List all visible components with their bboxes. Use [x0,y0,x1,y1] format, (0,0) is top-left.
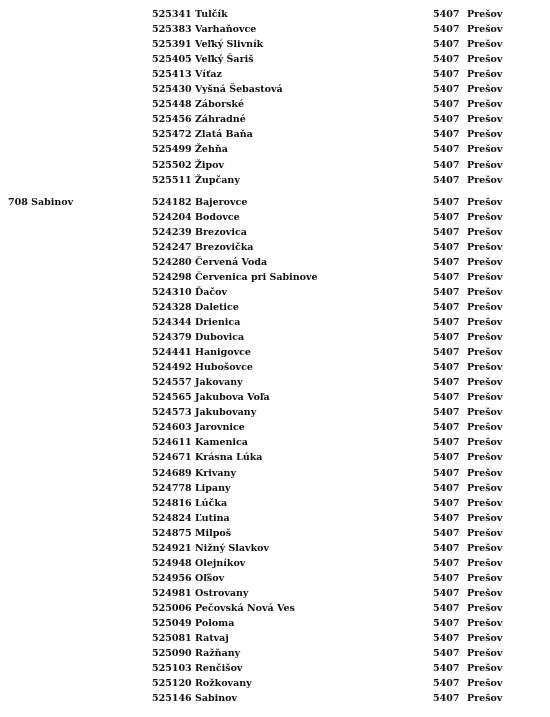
municipality-code: 524565 [152,392,192,404]
region-name: Prešov [467,99,503,111]
region-code: 5407 [433,69,460,81]
table-row [0,285,550,300]
municipality-name: Veľký Slivník [195,39,264,51]
table-row [0,676,550,691]
municipality-code: 524948 [152,557,192,569]
municipality-name: Víťaz [195,69,222,81]
municipality-name: Lúčka [195,497,228,509]
municipality-name: Kamenica [195,437,248,449]
region-code: 5407 [433,422,460,434]
region-name: Prešov [467,527,503,539]
table-row [0,390,550,405]
region-code: 5407 [433,618,460,629]
table-row [0,173,550,188]
region-code: 5407 [433,24,460,36]
municipality-name: Župčany [195,174,240,186]
region-code: 5407 [433,9,460,20]
municipality-code: 524204 [152,211,192,223]
region-name: Prešov [467,452,503,464]
region-code: 5407 [433,467,460,479]
region-name: Prešov [467,362,503,374]
region-code: 5407 [433,362,460,374]
table-row [0,158,550,173]
region-name: Prešov [467,144,503,156]
municipality-code: 525049 [152,618,192,629]
region-name: Prešov [467,114,503,126]
region-code: 5407 [433,633,460,645]
municipality-name: Jakubova Voľa [195,392,270,404]
region-code: 5407 [433,693,460,705]
municipality-code: 525006 [152,602,192,614]
region-code: 5407 [433,663,460,675]
region-code: 5407 [433,437,460,449]
municipality-name: Ostrovany [195,587,249,599]
region-name: Prešov [467,129,503,141]
municipality-code: 525456 [152,114,192,126]
region-code: 5407 [433,114,460,126]
region-name: Prešov [467,377,503,389]
municipality-name: Jakubovany [195,407,257,419]
municipality-code: 525405 [152,54,192,66]
municipality-name: Jarovnice [195,422,245,434]
municipality-name: Záborské [195,99,245,111]
table-row [0,22,550,37]
table-row [0,481,550,496]
region-code: 5407 [433,678,460,690]
municipality-code: 525341 [152,9,192,20]
municipality-code: 524573 [152,407,192,419]
municipality-code: 524921 [152,542,192,554]
region-name: Prešov [467,54,503,66]
municipality-name: Veľký Šariš [195,54,254,66]
municipality-name: Drienica [195,317,241,328]
municipality-name: Milpoš [195,527,232,539]
region-name: Prešov [467,39,503,51]
municipality-code: 525448 [152,99,192,111]
municipality-code: 524875 [152,527,192,539]
region-code: 5407 [433,174,460,186]
region-code: 5407 [433,587,460,599]
table-row [0,195,550,210]
municipality-name: Brezovička [195,241,254,253]
municipality-name: Žehňa [195,144,228,156]
table-row [0,330,550,345]
municipality-code: 525430 [152,84,192,96]
region-code: 5407 [433,226,460,238]
region-name: Prešov [467,422,503,434]
municipality-name: Dubovica [195,332,245,344]
municipality-name: Lipany [195,482,231,494]
region-code: 5407 [433,648,460,660]
region-code: 5407 [433,557,460,569]
region-name: Prešov [467,174,503,186]
municipality-code: 524310 [152,286,192,298]
region-code: 5407 [433,39,460,51]
table-row [0,405,550,420]
municipality-name: Ďačov [195,286,228,298]
municipality-code: 524247 [152,241,192,253]
region-name: Prešov [467,392,503,404]
table-row [0,345,550,360]
table-row [0,526,550,541]
region-code: 5407 [433,317,460,328]
municipality-name: Renčišov [195,663,243,675]
region-code: 5407 [433,572,460,584]
municipality-name: Zlatá Baňa [195,129,253,141]
region-name: Prešov [467,241,503,253]
table-row [0,556,550,571]
region-name: Prešov [467,286,503,298]
table-row [0,631,550,646]
municipality-code: 525146 [152,693,192,705]
municipality-name: Hubošovce [195,362,253,374]
municipality-name: Jakovany [195,377,243,389]
municipality-code: 524239 [152,226,192,238]
table-row [0,646,550,661]
municipality-name: Varhaňovce [195,24,257,36]
region-code: 5407 [433,159,460,171]
region-name: Prešov [467,648,503,660]
region-name: Prešov [467,196,503,208]
region-code: 5407 [433,241,460,253]
municipality-code: 524557 [152,377,192,389]
region-name: Prešov [467,347,503,359]
region-code: 5407 [433,482,460,494]
table-row [0,571,550,586]
region-code: 5407 [433,54,460,66]
municipality-code: 525499 [152,144,192,156]
table-row [0,601,550,616]
region-code: 5407 [433,99,460,111]
region-code: 5407 [433,271,460,283]
region-name: Prešov [467,159,503,171]
municipality-code: 525472 [152,129,192,141]
municipality-code: 525383 [152,24,192,36]
municipality-code: 524441 [152,347,192,359]
table-row [0,82,550,97]
region-name: Prešov [467,572,503,584]
region-name: Prešov [467,24,503,36]
municipality-code: 524492 [152,362,192,374]
region-name: Prešov [467,602,503,614]
region-name: Prešov [467,437,503,449]
municipality-name: Nižný Slavkov [195,542,270,554]
table-row [0,450,550,465]
table-row [0,270,550,285]
municipality-name: Poloma [195,618,235,629]
municipality-name: Žipov [195,159,225,171]
municipality-code: 525120 [152,678,192,690]
municipality-code: 525103 [152,663,192,675]
table-row [0,112,550,127]
table-row [0,7,550,22]
region-code: 5407 [433,211,460,223]
region-name: Prešov [467,211,503,223]
municipality-code: 525502 [152,159,192,171]
region-name: Prešov [467,633,503,645]
municipality-code: 525413 [152,69,192,81]
region-name: Prešov [467,542,503,554]
municipality-name: Ľutina [195,512,230,524]
table-row [0,360,550,375]
municipality-name: Ratvaj [195,633,229,645]
region-name: Prešov [467,271,503,283]
region-name: Prešov [467,256,503,268]
region-code: 5407 [433,452,460,464]
table-row [0,240,550,255]
municipality-code: 524328 [152,301,192,313]
table-row [0,97,550,112]
municipality-code: 524611 [152,437,192,449]
region-name: Prešov [467,467,503,479]
municipality-code: 525391 [152,39,192,51]
table-row [0,496,550,511]
municipality-code: 524671 [152,452,192,464]
municipality-code: 524778 [152,482,192,494]
table-row [0,52,550,67]
municipality-name: Ražňany [195,648,241,660]
table-row [0,225,550,240]
table-row [0,661,550,676]
municipality-name: Sabinov [195,693,238,705]
region-code: 5407 [433,256,460,268]
region-name: Prešov [467,663,503,675]
region-code: 5407 [433,332,460,344]
table-row [0,210,550,225]
table-row [0,435,550,450]
municipality-name: Krásna Lúka [195,452,263,464]
table-row [0,511,550,526]
region-name: Prešov [467,226,503,238]
municipality-name: Brezovica [195,226,247,238]
region-name: Prešov [467,332,503,344]
region-name: Prešov [467,678,503,690]
table-row [0,691,550,706]
region-code: 5407 [433,497,460,509]
region-code: 5407 [433,392,460,404]
municipality-name: Bajerovce [195,196,248,208]
municipality-code: 524298 [152,271,192,283]
municipality-code: 525090 [152,648,192,660]
region-code: 5407 [433,129,460,141]
region-code: 5407 [433,84,460,96]
region-code: 5407 [433,377,460,389]
municipality-code: 524379 [152,332,192,344]
region-code: 5407 [433,542,460,554]
region-name: Prešov [467,84,503,96]
region-code: 5407 [433,347,460,359]
municipality-name: Hanigovce [195,347,251,359]
region-code: 5407 [433,196,460,208]
table-row [0,300,550,315]
table-row [0,67,550,82]
region-code: 5407 [433,301,460,313]
region-name: Prešov [467,69,503,81]
municipality-code: 525081 [152,633,192,645]
municipality-name: Rožkovany [195,678,252,690]
table-row [0,255,550,270]
table-row [0,142,550,157]
table-row [0,616,550,631]
table-row [0,420,550,435]
region-name: Prešov [467,693,503,705]
municipality-code: 524816 [152,497,192,509]
region-name: Prešov [467,317,503,328]
municipality-name: Bodovce [195,211,240,223]
region-code: 5407 [433,144,460,156]
region-name: Prešov [467,482,503,494]
region-code: 5407 [433,407,460,419]
region-name: Prešov [467,618,503,629]
table-row [0,466,550,481]
region-code: 5407 [433,602,460,614]
region-code: 5407 [433,286,460,298]
region-name: Prešov [467,9,503,20]
municipality-name: Oľšov [195,572,225,584]
municipality-code: 524280 [152,256,192,268]
table-row [0,375,550,390]
municipality-code: 524981 [152,587,192,599]
municipality-code: 524182 [152,196,192,208]
municipality-name: Červená Voda [195,256,268,268]
municipality-name: Červenica pri Sabinove [195,271,318,283]
table-row [0,541,550,556]
municipality-name: Krivany [195,467,236,479]
region-name: Prešov [467,557,503,569]
region-name: Prešov [467,301,503,313]
region-code: 5407 [433,512,460,524]
municipality-name: Olejníkov [195,557,246,569]
municipality-name: Záhradné [195,114,246,126]
municipality-code: 525511 [152,174,192,186]
table-row [0,37,550,52]
municipality-code: 524956 [152,572,192,584]
region-name: Prešov [467,512,503,524]
municipality-code: 524603 [152,422,192,434]
municipality-name: Vyšná Šebastová [195,84,283,96]
municipality-name: Daletice [195,301,239,313]
municipality-name: Tulčík [195,9,228,20]
municipality-code: 524824 [152,512,192,524]
municipality-code: 524689 [152,467,192,479]
region-name: Prešov [467,497,503,509]
municipality-code: 524344 [152,317,192,328]
table-row [0,315,550,330]
table-row [0,127,550,142]
region-name: Prešov [467,587,503,599]
region-name: Prešov [467,407,503,419]
region-code: 5407 [433,527,460,539]
district-label: 708 Sabinov [8,196,74,208]
municipality-name: Pečovská Nová Ves [195,602,295,614]
table-row [0,586,550,601]
